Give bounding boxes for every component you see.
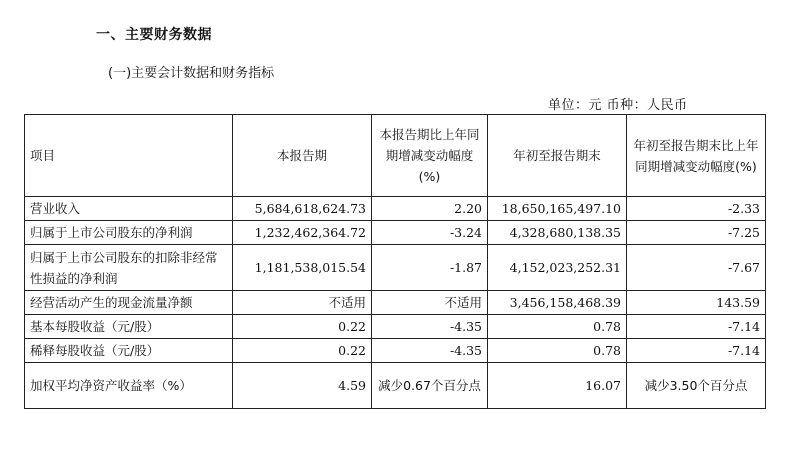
cell-value: 0.78 bbox=[488, 339, 627, 363]
cell-value: 5,684,618,624.73 bbox=[233, 197, 372, 221]
row-label: 加权平均净资产收益率（%） bbox=[25, 363, 233, 409]
subsection-title: (一)主要会计数据和财务指标 bbox=[108, 66, 275, 81]
header-ytd: 年初至报告期末 bbox=[488, 115, 627, 197]
cell-value: 2.20 bbox=[372, 197, 488, 221]
cell-value: 4.59 bbox=[233, 363, 372, 409]
cell-value: 0.22 bbox=[233, 315, 372, 339]
cell-value: 0.78 bbox=[488, 315, 627, 339]
cell-value: 减少3.50个百分点 bbox=[627, 363, 766, 409]
header-current-period-change: 本报告期比上年同期增减变动幅度(%) bbox=[372, 115, 488, 197]
financial-indicators-table bbox=[24, 114, 766, 409]
table-row bbox=[25, 363, 766, 409]
cell-value: 4,328,680,138.35 bbox=[488, 221, 627, 245]
cell-value: 1,181,538,015.54 bbox=[233, 245, 372, 291]
cell-value: -7.14 bbox=[627, 339, 766, 363]
cell-value: -4.35 bbox=[372, 339, 488, 363]
cell-value: 143.59 bbox=[627, 291, 766, 315]
table-row bbox=[25, 245, 766, 291]
cell-value: 减少0.67个百分点 bbox=[372, 363, 488, 409]
row-label: 归属于上市公司股东的扣除非经常性损益的净利润 bbox=[25, 245, 233, 291]
table-row bbox=[25, 221, 766, 245]
section-title: 一、主要财务数据 bbox=[96, 27, 212, 43]
row-label: 归属于上市公司股东的净利润 bbox=[25, 221, 233, 245]
header-current-period: 本报告期 bbox=[233, 115, 372, 197]
cell-value: -7.14 bbox=[627, 315, 766, 339]
cell-value: -2.33 bbox=[627, 197, 766, 221]
row-label: 稀释每股收益（元/股） bbox=[25, 339, 233, 363]
cell-value: -4.35 bbox=[372, 315, 488, 339]
cell-value: -7.67 bbox=[627, 245, 766, 291]
table-row bbox=[25, 291, 766, 315]
cell-value: 不适用 bbox=[233, 291, 372, 315]
cell-value: 不适用 bbox=[372, 291, 488, 315]
cell-value: 16.07 bbox=[488, 363, 627, 409]
row-label: 基本每股收益（元/股） bbox=[25, 315, 233, 339]
table-row bbox=[25, 197, 766, 221]
unit-currency-line: 单位：元 币种：人民币 bbox=[548, 98, 688, 113]
cell-value: 1,232,462,364.72 bbox=[233, 221, 372, 245]
row-label: 营业收入 bbox=[25, 197, 233, 221]
cell-value: 4,152,023,252.31 bbox=[488, 245, 627, 291]
header-item: 项目 bbox=[25, 115, 233, 197]
table-row bbox=[25, 315, 766, 339]
cell-value: 0.22 bbox=[233, 339, 372, 363]
cell-value: -1.87 bbox=[372, 245, 488, 291]
table-header-row bbox=[25, 115, 766, 197]
row-label: 经营活动产生的现金流量净额 bbox=[25, 291, 233, 315]
cell-value: -3.24 bbox=[372, 221, 488, 245]
cell-value: 18,650,165,497.10 bbox=[488, 197, 627, 221]
table-row bbox=[25, 339, 766, 363]
cell-value: -7.25 bbox=[627, 221, 766, 245]
cell-value: 3,456,158,468.39 bbox=[488, 291, 627, 315]
header-ytd-change: 年初至报告期末比上年同期增减变动幅度(%) bbox=[627, 115, 766, 197]
